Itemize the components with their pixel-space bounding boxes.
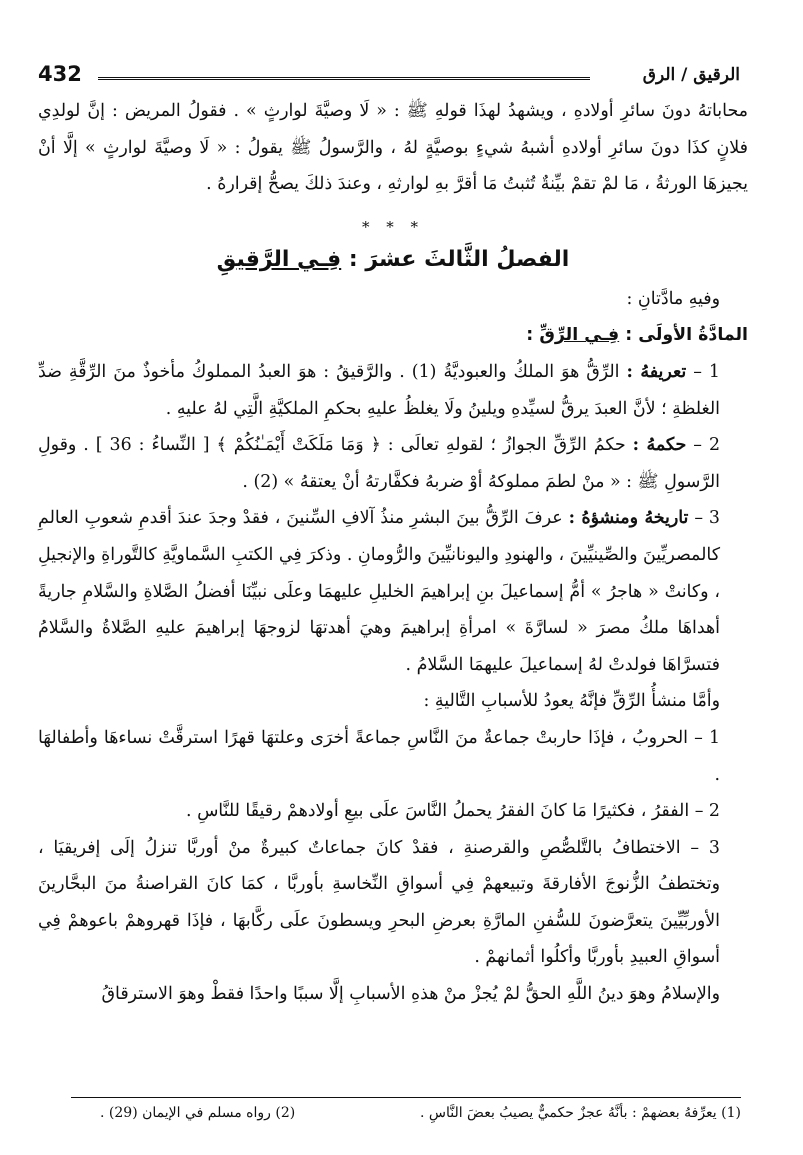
list-item-text: الاختطافُ بالتَّلصُّصِ والقرصنةِ ، فقدْ كانَ جماعاتٌ كبيرةٌ منْ أوربَّا تنزلُ إلَى إفريقيَا ، وتختطفُ الزُّنوجَ الأفارقةَ وتبيعهمْ فِي أسواقِ النِّخاسةِ بأوربَّا ، كمَا كانَ القراصنةُ منَ البحَّارينَ الأوربِّيِّينَ يتعرَّضونَ للسُّفنِ المارَّةِ بعرضِ البحرِ ويسطونَ علَى ركَّابهَا ، فإذَا قهروهمْ باعوهمْ فِي أسواقِ العبيدِ بأوربَّا وأكلُوا أثمانهمْ . [38, 837, 720, 968]
article-heading-topic: فِـي الرِّقِّ [539, 325, 620, 346]
paragraph-text: عرفَ الرِّقُّ بينَ البشرِ منذُ آلافِ السِّنينَ ، فقدْ وجدَ عندَ أقدمِ شعوبِ العالمِ كالمصريِّينَ والصِّينيِّينَ ، والهنودِ واليونانيِّينَ والرُّومانِ . وذكرَ فِي الكتبِ السَّماويَّةِ كالتَّوراةِ والإنجيلِ ، وكانتْ « هاجرُ » أمُّ إسماعيلَ بنِ إبراهيمَ الخليلِ عليهمَا وعلَى نبيِّنَا أفضلُ الصَّلاةِ والسَّلامِ جاريةً أهداهَا ملكُ مصرَ « لسارَّةَ » امرأةِ إبراهيمَ وهيَ أهدتهَا لزوجهَا إبراهيمَ عليهِ الصَّلاةُ والسَّلامُ فتسرَّاهَا فولدتْ لهُ إسماعيلَ عليهمَا السَّلامُ . [38, 508, 720, 675]
paragraph-number: 1 – [693, 361, 720, 382]
section-separator: * * * [361, 217, 425, 236]
paragraph-number: 3 – [694, 508, 720, 529]
footnote-rule [71, 1097, 741, 1098]
main-text [38, 93, 748, 1013]
header-rule [98, 77, 590, 83]
list-item-number: 1 – [694, 727, 721, 748]
list-item [38, 720, 748, 793]
chapter-intro-line: وفيهِ مادَّتانِ : [626, 288, 720, 309]
footnote-1: (1) يعرِّفهُ بعضهمْ : بأنَّهُ عجزٌ حكميٌّ يصيبُ بعضَ النَّاسِ . [419, 1105, 741, 1121]
chapter-title [38, 239, 748, 281]
page-header [38, 62, 740, 92]
paragraph-history [38, 500, 748, 683]
footnote-2: (2) رواه مسلم في الإيمان (29) . [100, 1105, 296, 1121]
page-number: 432 [38, 62, 82, 86]
paragraph-ruling [38, 427, 748, 500]
intro-paragraph: محاباتهُ دونَ سائرِ أولادهِ ، ويشهدُ لهذَا قولهِ ﷺ : « لَا وصيَّةَ لوارثٍ » . فقولُ المريض : إنَّ لولدِي فلانٍ كذَا دونَ سائرِ أولادهِ أشبهُ شيءٍ بوصيَّةٍ لهُ ، والرَّسولُ ﷺ يقولُ : « لَا وصيَّةَ لوارثٍ » إلَّا أنْ يجيزهَا الورثةُ ، مَا لمْ تقمْ بيِّنةٌ تُثبتُ مَا أقرَّ بهِ لوارثهِ ، وعندَ ذلكَ يصحُّ إقرارهُ . [38, 101, 748, 195]
chapter-title-topic: فِـي الرَّقيقِ [216, 246, 342, 272]
article-heading-end: : [526, 325, 534, 346]
paragraph-label: حكمهُ : [632, 435, 687, 456]
list-item-text: الفقرُ ، فكثيرًا مَا كانَ الفقرُ يحملُ النَّاسَ علَى بيعِ أولادهمْ رقيقًا للنَّاسِ . [186, 801, 690, 822]
paragraph-text: الرِّقُّ هوَ الملكُ والعبوديَّةُ (1) . والرَّقيقُ : هوَ العبدُ المملوكُ مأخوذٌ منَ الرِّقَّةِ ضدِّ الغلظةِ ؛ لأنَّ العبدَ يرقُّ لسيِّدهِ ويلينُ ولَا يغلظُ عليهِ بحكمِ الملكيَّةِ الَّتِي لهُ عليهِ . [38, 361, 720, 419]
paragraph-definition [38, 354, 748, 427]
article-heading-label: المادَّةُ الأولَى : [625, 325, 748, 346]
list-item-number: 3 – [690, 837, 720, 858]
paragraph-islam: والإسلامُ وهوَ دينُ اللَّهِ الحقُّ لمْ يُجزْ منْ هذهِ الأسبابِ إلَّا سببًا واحدًا فقطْ وهوَ الاسترقاقُ [101, 984, 720, 1005]
list-item [38, 793, 748, 830]
paragraph-text: حكمُ الرِّقِّ الجوازُ ؛ لقولهِ تعالَى : ﴿ وَمَا مَلَكَتْ أَيْمَـٰنُكُمْ ﴾ [ النِّساءُ : 36 ] . وقولِ الرَّسولِ ﷺ : « منْ لطمَ مملوكهُ أوْ ضربهُ فكفَّارتهُ أنْ يعتقهُ » (2) . [38, 435, 720, 492]
list-item [38, 830, 748, 976]
paragraph-origins: وأمَّا منشأُ الرِّقِّ فإنَّهُ يعودُ للأسبابِ التَّاليةِ : [423, 691, 720, 712]
paragraph-number: 2 – [693, 435, 721, 456]
list-item-text: الحروبُ ، فإذَا حاربتْ جماعةٌ منَ النَّاسِ جماعةً أخرَى وعلتهَا قهرًا استرقَّتْ نساءهَا وأطفالهَا . [38, 727, 720, 785]
chapter-title-prefix: الفصلُ الثَّالثَ عشرَ : [348, 246, 570, 272]
article-heading [38, 317, 748, 354]
paragraph-label: تاريخهُ ومنشؤهُ : [568, 508, 689, 529]
list-item-number: 2 – [694, 801, 720, 822]
paragraph-label: تعريفهُ : [626, 361, 687, 382]
running-head: الرقيق / الرق [642, 65, 740, 85]
